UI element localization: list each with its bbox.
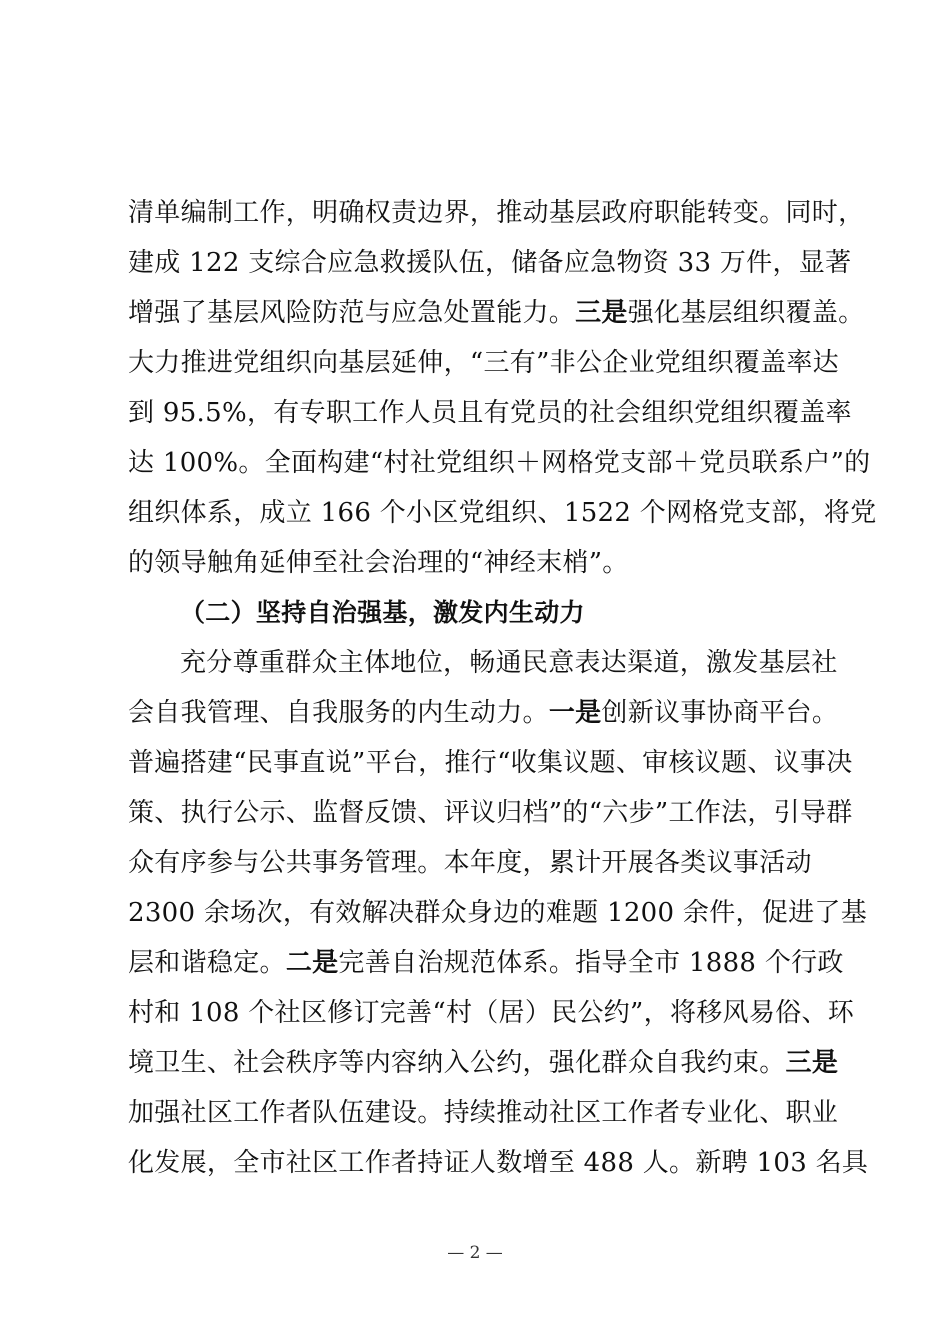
text-line [128, 938, 844, 988]
text-run: 充分尊重群众主体地位，畅通民意表达渠道，激发基层社 [180, 648, 838, 678]
text-line [128, 338, 838, 388]
text-line [128, 1138, 869, 1188]
text-run: 众有序参与公共事务管理。本年度，累计开展各类议事活动 [128, 848, 812, 878]
text-line [128, 488, 877, 538]
text-run: 大力推进党组织向基层延伸，“三有”非公企业党组织覆盖率达 [128, 348, 839, 378]
text-line [128, 188, 865, 238]
text-line [128, 1088, 838, 1138]
bold-marker-three: 三是 [575, 298, 628, 328]
bold-marker-two: 二是 [285, 948, 339, 978]
text-run: 到 95.5%，有专职工作人员且有党员的社会组织党组织覆盖率 [128, 398, 852, 428]
bold-marker-one: 一是 [548, 698, 602, 728]
text-line [128, 988, 855, 1038]
text-run: 境卫生、社会秩序等内容纳入公约，强化群众自我约束。 [128, 1048, 786, 1078]
text-line [128, 788, 853, 838]
text-run: 建成 122 支综合应急救援队伍，储备应急物资 33 万件，显著 [128, 248, 852, 278]
text-line [128, 288, 865, 338]
text-run: 2300 余场次，有效解决群众身边的难题 1200 余件，促进了基 [128, 898, 868, 928]
text-run: 的领导触角延伸至社会治理的“神经末梢”。 [128, 548, 629, 578]
text-run: 组织体系，成立 166 个小区党组织、1522 个网格党支部，将党 [128, 498, 877, 528]
bold-marker-three: 三是 [785, 1048, 839, 1078]
text-line [128, 538, 838, 588]
text-line [128, 688, 838, 738]
section-heading-text: （二）坚持自治强基，激发内生动力 [180, 598, 585, 627]
text-run: 加强社区工作者队伍建设。持续推动社区工作者专业化、职业 [128, 1098, 839, 1128]
body-text [128, 188, 877, 1188]
text-run: 清单编制工作，明确权责边界，推动基层政府职能转变。同时， [128, 198, 865, 228]
text-run: 强化基层组织覆盖。 [627, 298, 865, 328]
text-line [128, 238, 852, 288]
text-run: 增强了基层风险防范与应急处置能力。 [128, 298, 576, 328]
text-run: 创新议事协商平台。 [601, 698, 839, 728]
text-run: 策、执行公示、监督反馈、评议归档”的“六步”工作法，引导群 [128, 798, 853, 828]
text-line [128, 438, 871, 488]
text-run: 完善自治规范体系。指导全市 1888 个行政 [338, 948, 844, 978]
text-line [128, 388, 852, 438]
text-line [128, 1038, 838, 1088]
section-heading [128, 588, 838, 638]
paragraph-first-line [128, 638, 838, 688]
text-run: 达 100%。全面构建“村社党组织＋网格党支部＋党员联系户”的 [128, 448, 871, 478]
text-run: 化发展，全市社区工作者持证人数增至 488 人。新聘 103 名具 [128, 1148, 869, 1178]
text-run: 层和谐稳定。 [128, 948, 286, 978]
text-line [128, 838, 838, 888]
text-line [128, 738, 853, 788]
text-run: 普遍搭建“民事直说”平台，推行“收集议题、审核议题、议事决 [128, 748, 853, 778]
text-run: 村和 108 个社区修订完善“村（居）民公约”，将移风易俗、环 [128, 998, 855, 1028]
page-number: — 2 — [447, 1243, 503, 1263]
text-run: 会自我管理、自我服务的内生动力。 [128, 698, 549, 728]
text-line [128, 888, 868, 938]
